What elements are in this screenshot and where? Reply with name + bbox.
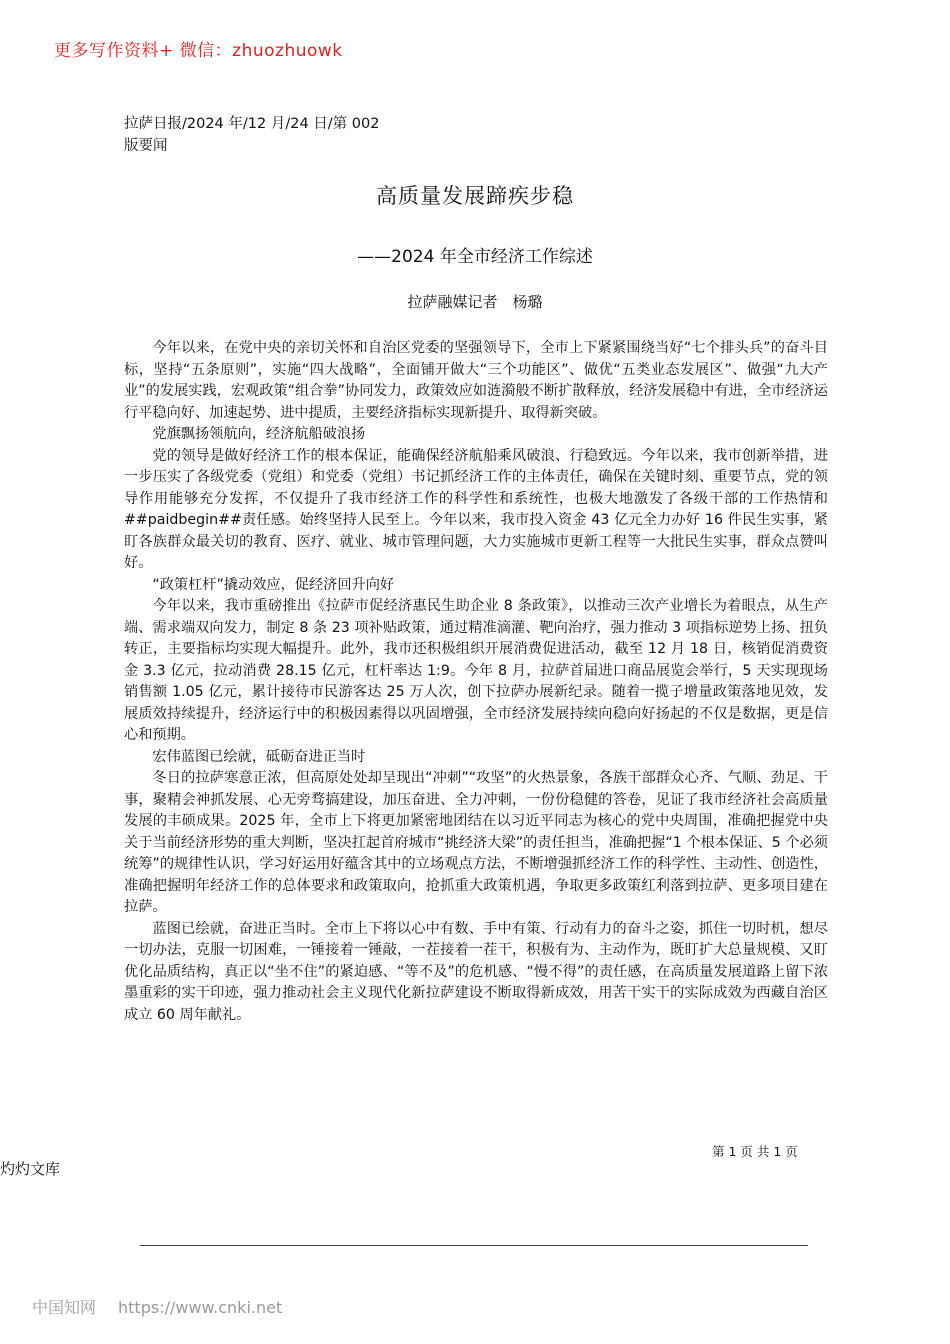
footer-watermark: [32, 1295, 304, 1318]
paragraph: 冬日的拉萨寒意正浓，但高原处处却呈现出“冲刺”“攻坚”的火热景象，各族干部群众心齐、气顺、劲足、干事，聚精会神抓发展、心无旁骛搞建设，加压奋进、全力冲刺，一份份稳健的答卷，见证了我市经济社会高质量发展的丰硕成果。2025 年，全市上下将更加紧密地团结在以习近平同志为核心的党中央周围，准确把握党中央关于当前经济形势的重大判断，坚决扛起首府城市“挑经济大梁”的责任担当，准确把握“1 个根本保证、5 个必须统筹”的规律性认识，学习好运用好蕴含其中的立场观点方法，不断增强抓经济工作的科学性、主动性、创造性，准确把握明年经济工作的总体要求和政策取向，抢抓重大政策机遇，争取更多政策红利落到拉萨、更多项目建在拉萨。: [124, 770, 828, 915]
source-line-1: 拉萨日报/2024 年/12 月/24 日/第 002: [124, 116, 380, 132]
article-subtitle: ——2024 年全市经济工作综述: [357, 247, 593, 267]
section-heading-2: “政策杠杆”撬动效应，促经济回升向好: [152, 576, 395, 593]
promo-banner: 更多写作资料+ 微信：zhuozhuowk: [54, 41, 343, 61]
section-heading-3: 宏伟蓝图已绘就，砥砺奋进正当时: [152, 748, 366, 765]
footer-site-name: 中国知网: [32, 1298, 97, 1317]
paragraph-closing: 蓝图已绘就，奋进正当时。全市上下将以心中有数、手中有策、行动有力的奋斗之姿，抓住一切时机，想尽一切办法，克服一切困难，一锤接着一锤敲，一茬接着一茬干，积极有为、主动作为，既盯扩大总量规模、又盯优化品质结构，真正以“坐不住”的紧迫感、“等不及”的危机感、“慢不得”的责任感，在高质量发展道路上留下浓墨重彩的实干印迹，强力推动社会主义现代化新拉萨建设不断取得新成效，用苦干实干的实际成效为西藏自治区成立 60 周年献礼。: [124, 920, 828, 1023]
paragraph: 今年以来，我市重磅推出《拉萨市促经济惠民生助企业 8 条政策》，以推动三次产业增长为着眼点，从生产端、需求端双向发力，制定 8 条 23 项补贴政策，通过精准滴灌、靶向治疗，强力推动 3 项指标逆势上扬、扭负转正，主要指标均实现大幅提升。此外，我市还积极组织开展消费促进活动，截至 12 月 18 日，核销促消费资金 3.3 亿元，拉动消费 28.15 亿元，杠杆率达 1:9。今年 8 月，拉萨首届进口商品展览会举行，5 天实现现场销售额 1.05 亿元，累计接待市民游客达 25 万人次，创下拉萨办展新纪录。随着一揽子增量政策落地见效，发展质效持续提升，经济运行中的积极因素得以巩固增强，全市经济发展持续向稳向好扬起的不仅是数据，更是信心和预期。: [124, 598, 828, 743]
page-number: 第 1 页 共 1 页: [712, 1144, 798, 1159]
footer-url[interactable]: https://www.cnki.net: [118, 1298, 283, 1317]
article-byline: 拉萨融媒记者 杨璐: [407, 293, 543, 311]
footer-divider: [140, 1245, 808, 1246]
source-meta: [124, 113, 379, 157]
paragraph-intro: 今年以来，在党中央的亲切关怀和自治区党委的坚强领导下，全市上下紧紧围绕当好“七个排头兵”的奋斗目标，坚持“五条原则”，实施“四大战略”，全面铺开做大“三个功能区”、做优“五类业态发展区”、做强“九大产业”的发展实践，宏观政策“组合拳”协同发力，政策效应如涟漪般不断扩散释放，经济发展稳中有进，全市经济运行平稳向好、加速起势、进中提质，主要经济指标实现新提升、取得新突破。: [124, 340, 828, 421]
article-body: [124, 338, 828, 1026]
section-heading-1: 党旗飘扬领航向，经济航船破浪扬: [152, 426, 366, 442]
library-label: 灼灼文库: [0, 1160, 61, 1178]
article-title: 高质量发展蹄疾步稳: [376, 184, 574, 208]
source-line-2: 版要闻: [124, 138, 168, 154]
paragraph: 党的领导是做好经济工作的根本保证，能确保经济航船乘风破浪、行稳致远。今年以来，我市创新举措，进一步压实了各级党委（党组）和党委（党组）书记抓经济工作的主体责任，确保在关键时刻、重要节点，党的领导作用能够充分发挥，不仅提升了我市经济工作的科学性和系统性，也极大地激发了各级干部的工作热情和##paidbegin##责任感。始终坚持人民至上。今年以来，我市投入资金 43 亿元全力办好 16 件民生实事，紧盯各族群众最关切的教育、医疗、就业、城市管理问题，大力实施城市更新工程等一大批民生实事，群众点赞叫好。: [124, 447, 828, 571]
